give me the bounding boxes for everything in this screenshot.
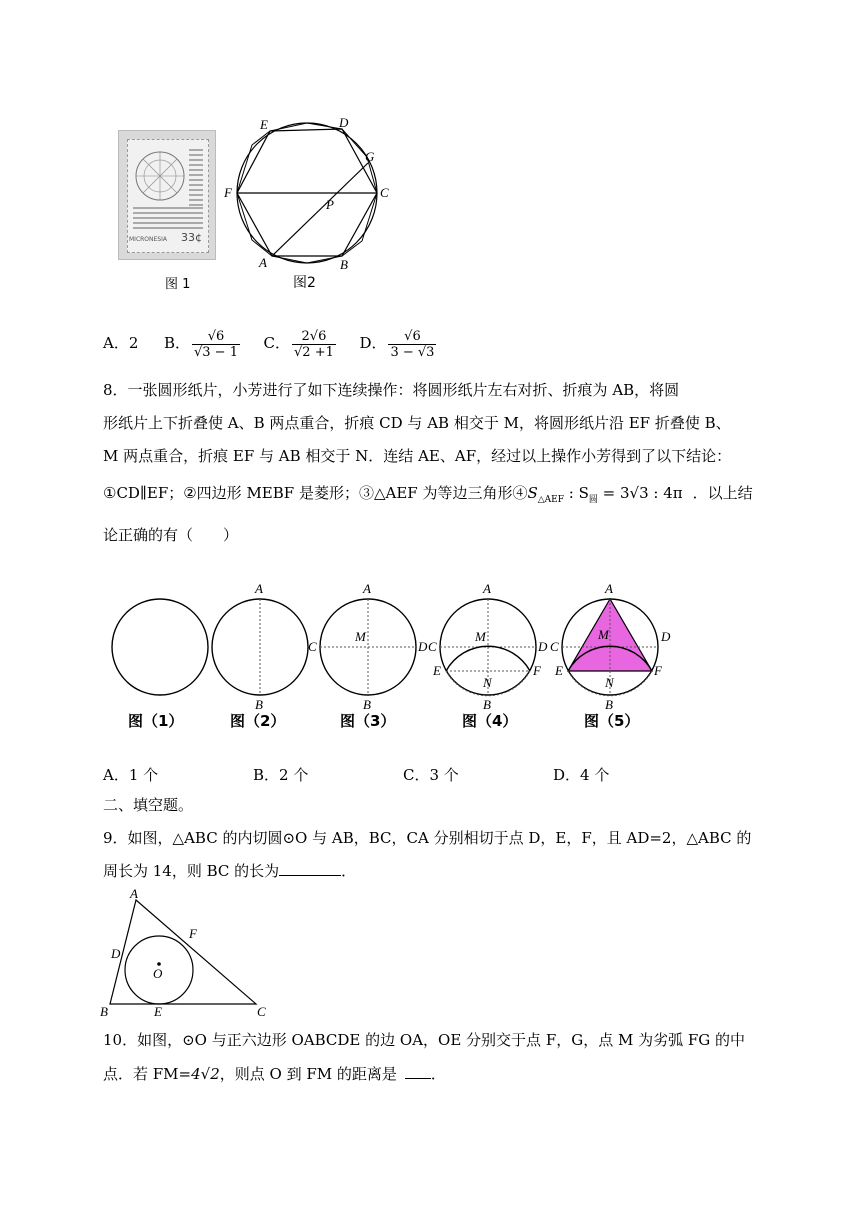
svg-text:F: F [533, 663, 541, 678]
section-title: 二、填空题。 [103, 796, 194, 814]
fig2-caption: 图2 [293, 275, 316, 291]
q8-line-2: 形纸片上下折叠使 A、B 两点重合，折痕 CD 与 AB 相交于 M，将圆形纸片沿 EF 折叠使 B、 [103, 414, 731, 432]
q10-line-1: 10．如图，⊙O 与正六边形 OABCDE 的边 OA，OE 分别交于点 F，G，点 M 为劣弧 FG 的中 [103, 1031, 746, 1049]
svg-text:A: A [483, 581, 491, 596]
q8-caption-2: 图（2） [230, 712, 286, 730]
fig2-label-B: B [340, 257, 348, 272]
svg-text:N: N [483, 675, 492, 690]
svg-text:E: E [433, 663, 441, 678]
svg-text:M: M [598, 627, 609, 642]
q8-line-4: ①CD∥EF；②四边形 MEBF 是菱形；③△AEF 为等边三角形$④S_{\triangle AEF}$ : $S_圆 = 3√3$ : 4π ．以上结 [103, 484, 753, 505]
stamp-value: 33¢ [181, 231, 202, 244]
q7-option-d-frac: $\frac{√6}{3 - √3}$ [390, 328, 435, 360]
q8-option-c[interactable]: C．3 个 [403, 766, 459, 784]
svg-text:F: F [654, 663, 662, 678]
svg-text:A: A [363, 581, 371, 596]
fig2-label-E: E [260, 117, 268, 132]
q8-line-5: 论正确的有（ ） [103, 526, 239, 544]
svg-text:M: M [475, 629, 486, 644]
q7-option-b-frac: $\frac{√6}{√3 - 1}$ [193, 328, 238, 360]
q7-option-c-prefix[interactable]: C． [263, 334, 291, 352]
svg-text:C: C [428, 639, 437, 654]
svg-text:B: B [363, 697, 371, 712]
svg-text:E: E [154, 1004, 162, 1018]
svg-text:B: B [483, 697, 491, 712]
q8-caption-4: 图（4） [462, 712, 518, 730]
svg-text:B: B [100, 1004, 108, 1018]
svg-text:M: M [355, 629, 366, 644]
svg-text:O: O [153, 966, 163, 981]
q8-line-3: M 两点重合，折痕 EF 与 AB 相交于 N．连结 AE、AF，经过以上操作小芳得到了以下结论： [103, 447, 732, 465]
stamp-image [118, 130, 216, 260]
svg-text:D: D [418, 639, 428, 654]
q8-line-1: 8．一张圆形纸片，小芳进行了如下连续操作：将圆形纸片左右对折、折痕为 AB，将圆 [103, 381, 680, 399]
q8-option-b[interactable]: B．2 个 [253, 766, 309, 784]
q10-answer-blank[interactable] [405, 1063, 431, 1079]
q9-answer-blank[interactable] [279, 860, 341, 876]
svg-text:C: C [308, 639, 317, 654]
svg-text:C: C [550, 639, 559, 654]
q8-caption-1: 图（1） [128, 712, 184, 730]
stamp-country: MICRONESIA [129, 236, 167, 243]
fig2-label-A: A [259, 255, 267, 270]
svg-text:F: F [189, 926, 197, 941]
svg-text:E: E [555, 663, 563, 678]
svg-text:B: B [255, 697, 263, 712]
q7-option-a[interactable]: A．2 [103, 334, 139, 352]
fig2-label-G: G [365, 149, 375, 164]
q8-caption-5: 图（5） [584, 712, 640, 730]
octagon-figure [222, 115, 397, 275]
incircle-figure [96, 888, 276, 1018]
svg-text:N: N [605, 675, 614, 690]
q7-options [103, 328, 438, 360]
svg-text:B: B [605, 697, 613, 712]
svg-text:D: D [661, 629, 671, 644]
svg-text:A: A [130, 888, 138, 901]
q8-option-d[interactable]: D．4 个 [553, 766, 610, 784]
q7-option-c-frac: $\frac{2√6}{√2 +1}$ [294, 328, 334, 360]
q7-option-b-prefix[interactable]: B． [163, 334, 190, 352]
q9-line-1: 9．如图，△ABC 的内切圆⊙O 与 AB，BC，CA 分别相切于点 D，E，F，且 AD=2，△ABC 的 [103, 829, 752, 847]
q10-line-2: 点．若 FM=4√2，则点 O 到 FM 的距离是 ． [103, 1065, 446, 1083]
fig2-label-D: D [339, 115, 349, 130]
q7-option-d-prefix[interactable]: D． [359, 334, 387, 352]
fig1-caption: 图 1 [165, 277, 191, 292]
q9-line-2: 周长为 14，则 BC 的长为 ． [103, 862, 357, 880]
svg-text:A: A [605, 581, 613, 596]
svg-text:D: D [538, 639, 548, 654]
fig2-label-F: F [224, 185, 232, 200]
svg-text:A: A [255, 581, 263, 596]
fig2-label-P: P [326, 197, 334, 212]
svg-text:C: C [257, 1004, 266, 1018]
fig2-label-C: C [380, 185, 389, 200]
svg-text:D: D [111, 946, 121, 961]
q8-figures [105, 575, 685, 715]
q8-caption-3: 图（3） [340, 712, 396, 730]
q8-option-a[interactable]: A．1 个 [103, 766, 159, 784]
